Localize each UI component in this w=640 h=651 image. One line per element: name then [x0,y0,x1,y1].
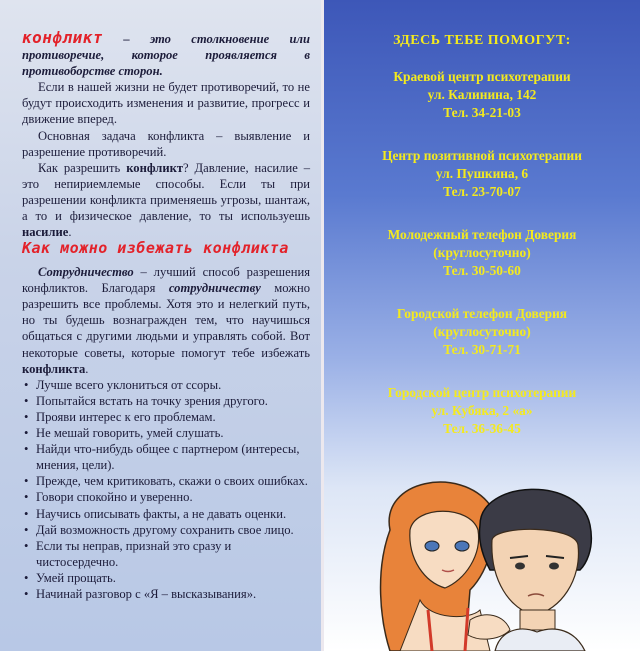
center-phone: Тел. 34-21-03 [443,105,521,120]
center-block-4 [324,305,640,359]
list-item: • Прояви интерес к его проблемам. [22,409,310,425]
list-item: • Говори спокойно и уверенно. [22,489,310,505]
center-name: Молодежный телефон Доверия [387,227,577,242]
conflict-definition: – это столкновение или противоречие, которое проявляется в противоборстве сторон. [22,32,310,79]
center-name: Городской телефон Доверия [396,306,568,321]
center-block-1 [324,68,640,122]
list-item: • Дай возможность другому сохранить свое лицо. [22,522,310,538]
center-name: Городской центр психотерапии [387,385,577,400]
list-item: • Прежде, чем критиковать, скажи о своих ошибках. [22,473,310,489]
list-item: • Начинай разговор с «Я – высказывания». [22,586,310,602]
center-address: ул. Калинина, 142 [427,87,537,102]
center-address: ул. Пушкина, 6 [435,166,529,181]
center-name: Краевой центр психотерапии [393,69,571,84]
center-block-2 [324,147,640,201]
list-item: • Если ты неправ, признай это сразу и чистосердечно. [22,538,310,570]
list-item: • Найди что-нибудь общее с партнером (интересы, мнения, цели). [22,441,310,473]
paragraph-4: Сотрудничество – лучший способ разрешения конфликтов. Благодаря сотрудничеству можно разрешить все проблемы. Хотя это и нелегкий путь, но ты будешь вознагражден тем, что научишься общаться с другими людьми и управлять собой. Вот некоторые советы, которые помогут тебе избежать конфликта. [22,265,310,376]
center-hours: (круглосуточно) [433,245,531,260]
center-address: ул. Кубяка, 2 «а» [431,403,533,418]
center-block-3 [324,226,640,280]
tips-list [22,377,310,602]
list-item: • Научись описывать факты, а не давать оценки. [22,506,310,522]
center-phone: Тел. 30-71-71 [443,342,521,357]
list-item: • Умей прощать. [22,570,310,586]
help-title: ЗДЕСЬ ТЕБЕ ПОМОГУТ: [393,33,571,48]
center-phone: Тел. 36-36-45 [443,421,521,436]
list-item: • Попытайся встать на точку зрения другого. [22,393,310,409]
list-item: • Лучше всего уклониться от ссоры. [22,377,310,393]
paragraph-3: Как разрешить конфликт? Давление, насилие – это непириемлемые способы. Если ты при разрешении конфликта применяешь угрозы, шантаж, а то и физическое давление, то ты используешь насилие. [22,160,310,240]
center-hours: (круглосуточно) [433,324,531,339]
center-block-5 [324,384,640,438]
center-phone: Тел. 23-70-07 [443,184,521,199]
paragraph-2: Основная задача конфликта – выявление и разрешение противоречий. [22,128,310,159]
conflict-heading: конфликт [22,28,104,47]
paragraph-1: Если в нашей жизни не будет противоречий, то не будут происходить изменения и развитие, прогресс и движение вперед. [22,80,310,127]
center-phone: Тел. 30-50-60 [443,263,521,278]
avoid-section [22,240,310,602]
list-item: • Не мешай говорить, умей слушать. [22,425,310,441]
teenagers-illustration [370,470,610,651]
conflict-section [22,30,310,240]
center-name: Центр позитивной психотерапии [382,148,582,163]
avoid-heading: Как можно избежать конфликта [22,239,289,257]
